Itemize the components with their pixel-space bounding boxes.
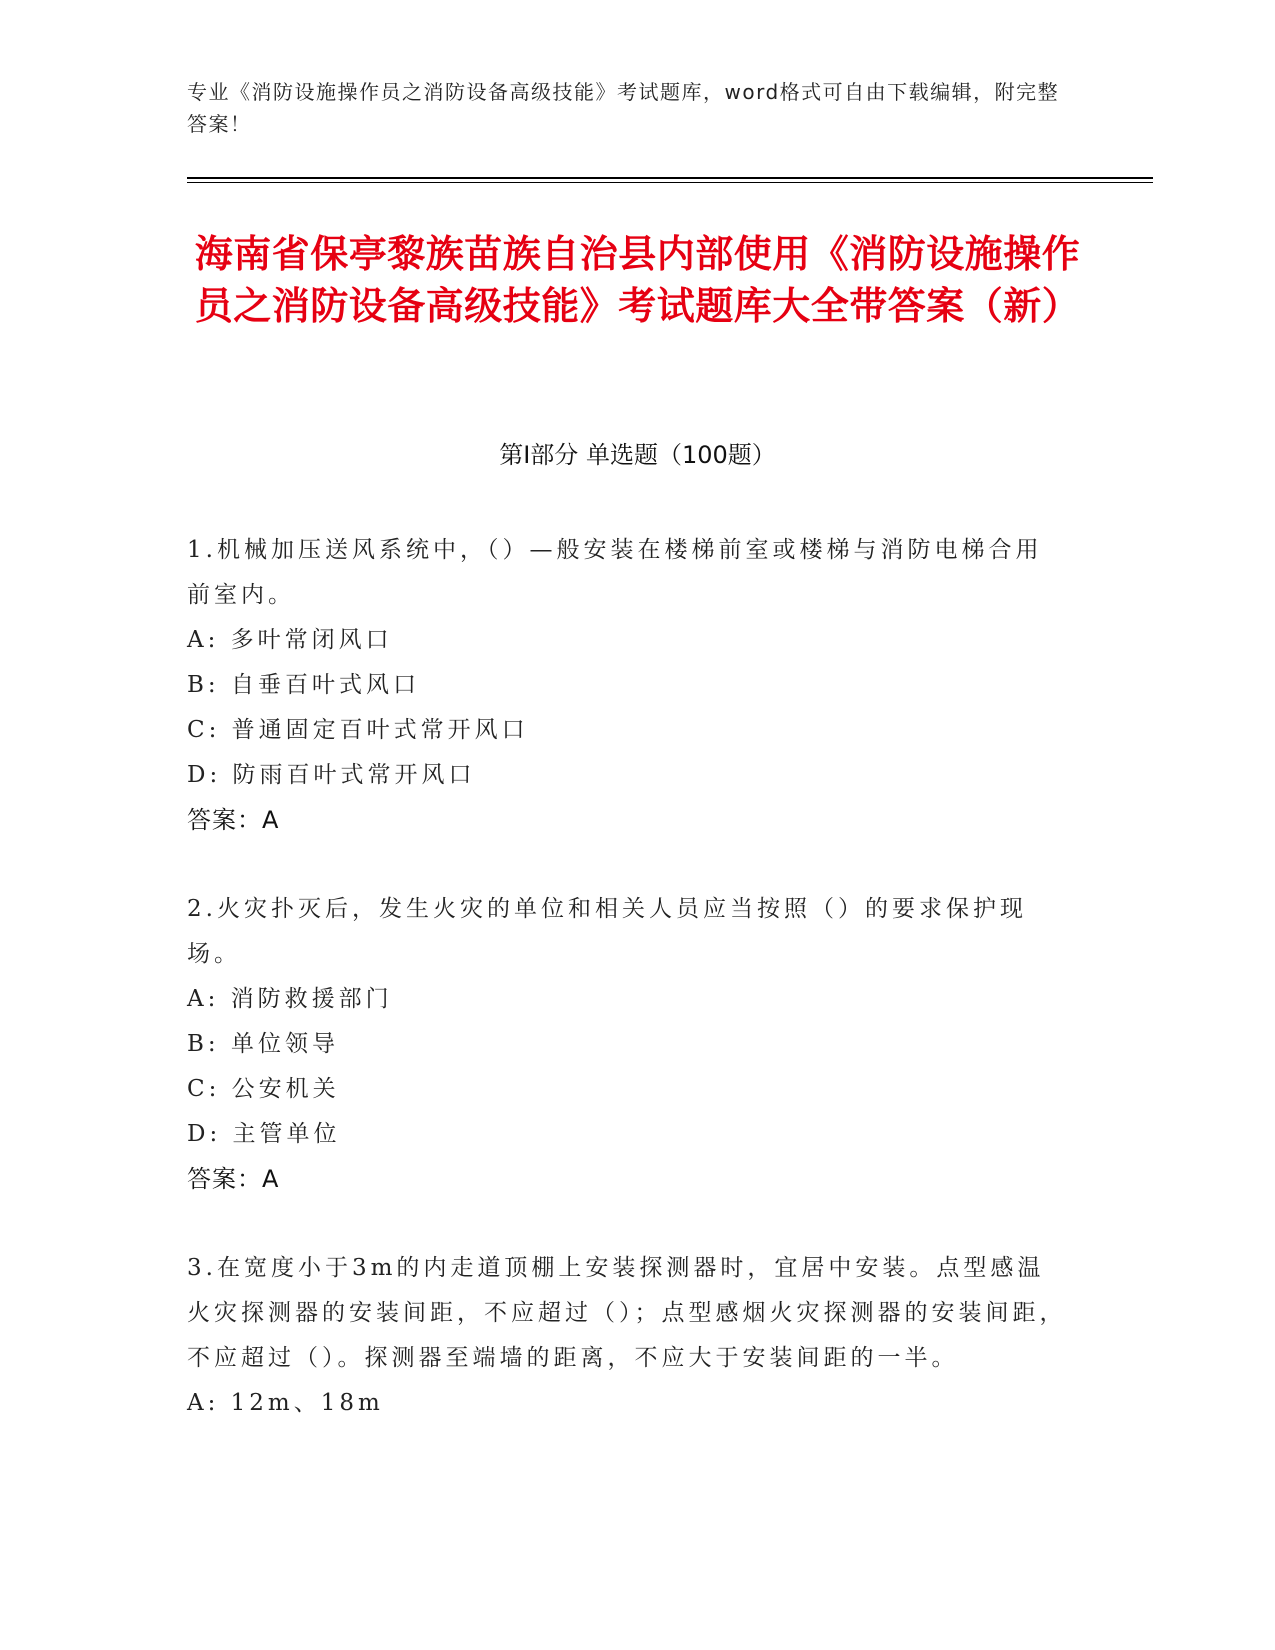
option-b: B: 单位领导 <box>187 1031 339 1057</box>
option-d: D: 主管单位 <box>187 1121 341 1147</box>
answer-label: 答案：A <box>187 806 280 834</box>
option-a: A: 12m、18m <box>187 1390 384 1416</box>
option-c: C: 普通固定百叶式常开风口 <box>187 717 529 743</box>
option-a: A: 多叶常闭风口 <box>187 627 393 653</box>
question-2 <box>187 887 1067 1202</box>
option-c: C: 公安机关 <box>187 1076 340 1102</box>
question-stem: 1.机械加压送风系统中，（）—般安装在楼梯前室或楼梯与消防电梯合用前室内。 <box>187 537 1043 608</box>
header-note: 专业《消防设施操作员之消防设备高级技能》考试题库，word格式可自由下载编辑，附完整答案！ <box>187 80 1060 136</box>
document-title: 海南省保亭黎族苗族自治县内部使用《消防设施操作员之消防设备高级技能》考试题库大全带答案（新） <box>194 232 1081 328</box>
option-b: B: 自垂百叶式风口 <box>187 672 420 698</box>
header-rule-thin <box>187 182 1153 183</box>
option-a: A: 消防救援部门 <box>187 986 393 1012</box>
question-list <box>187 528 1067 1470</box>
question-3 <box>187 1246 1067 1426</box>
header-rule-thick <box>187 177 1153 179</box>
section-heading: 第Ⅰ部分 单选题（100题） <box>499 441 776 469</box>
question-stem: 2.火灾扑灭后，发生火灾的单位和相关人员应当按照（）的要求保护现场。 <box>187 896 1027 967</box>
question-stem: 3.在宽度小于3m的内走道顶棚上安装探测器时，宜居中安装。点型感温火灾探测器的安装间距，不应超过（）；点型感烟火灾探测器的安装间距，不应超过（）。探测器至端墙的距离，不应大于安装间距的一半。 <box>187 1255 1067 1371</box>
answer-label: 答案：A <box>187 1165 280 1193</box>
option-d: D: 防雨百叶式常开风口 <box>187 762 476 788</box>
question-1 <box>187 528 1067 843</box>
